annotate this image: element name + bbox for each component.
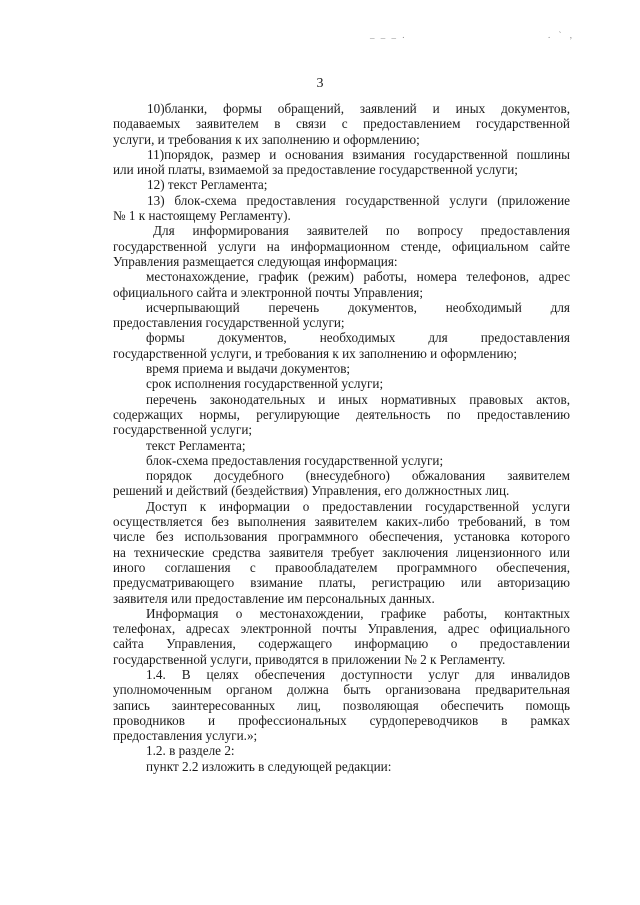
text-line: сайта Управления, содержащего информацию о предоставлении <box>113 636 570 652</box>
text-line: предусматривающего взимание платы, регистрацию или авторизацию <box>113 575 570 591</box>
text-line: время приема и выдачи документов; <box>146 361 351 377</box>
text-line: телефонах, адресах электронной почты Управления, адрес официального <box>113 621 570 637</box>
text-line: уполномоченным органом должна быть организована предварительная <box>113 682 570 698</box>
text-line: 13) блок-схема предоставления государственной услуги (приложение <box>147 192 570 208</box>
text-line: заявителя или предоставление им персональных данных. <box>113 590 435 606</box>
text-line: предоставления услуги.»; <box>113 728 258 744</box>
document-body <box>113 101 570 774</box>
text-line: запись заинтересованных лиц, позволяющая обеспечить помощь <box>113 697 570 713</box>
text-line: предоставления государственной услуги; <box>113 315 345 331</box>
text-line: блок-схема предоставления государственной услуги; <box>146 452 444 468</box>
text-line: Управления размещается следующая информация: <box>113 253 398 269</box>
scan-artifact-mark: _ _ _ . <box>370 30 407 40</box>
text-line: подаваемых заявителем в связи с предоставлением государственной <box>113 116 570 132</box>
text-line: местонахождение, график (режим) работы, номера телефонов, адрес <box>146 269 570 285</box>
text-line: проводников и профессиональных сурдопереводчиков в рамках <box>113 712 570 728</box>
text-line: № 1 к настоящему Регламенту). <box>113 208 291 224</box>
text-line: формы документов, необходимых для предоставления <box>146 330 570 346</box>
text-line: 10)бланки, формы обращений, заявлений и иных документов, <box>147 101 570 116</box>
text-line: 12) текст Регламента; <box>147 177 268 193</box>
text-line: государственной услуги, и требования к их заполнению и оформлению; <box>113 345 518 361</box>
text-line: 1.4. В целях обеспечения доступности услуг для инвалидов <box>146 666 570 682</box>
text-line: срок исполнения государственной услуги; <box>146 376 384 392</box>
text-line: Доступ к информации о предоставлении государственной услуги <box>146 498 570 514</box>
text-line: решений и действий (бездействия) Управления, его должностных лиц. <box>113 483 510 499</box>
text-line: порядок досудебного (внесудебного) обжалования заявителем <box>146 468 570 484</box>
text-line: текст Регламента; <box>146 437 246 453</box>
text-line: перечень законодательных и иных нормативных правовых актов, <box>146 391 570 407</box>
text-line: содержащих нормы, регулирующие деятельность по предоставлению <box>113 406 570 422</box>
text-line: Информация о местонахождении, графике работы, контактных <box>146 605 570 621</box>
text-line: официального сайта и электронной почты Управления; <box>113 284 423 300</box>
text-line: числе без использования программного обеспечения, установка которого <box>113 529 570 545</box>
text-line: осуществляется без выполнения заявителем каких-либо требований, в том <box>113 514 570 530</box>
text-line: Для информирования заявителей по вопросу предоставления <box>153 223 570 239</box>
text-line: 1.2. в разделе 2: <box>146 743 235 759</box>
text-line: исчерпывающий перечень документов, необходимый для <box>146 299 570 315</box>
text-line: или иной платы, взимаемой за предоставление государственной услуги; <box>113 162 518 178</box>
text-line: государственной услуги на информационном стенде, официальном сайте <box>113 238 570 254</box>
text-line: государственной услуги, приводятся в приложении № 2 к Регламенту. <box>113 651 506 667</box>
text-line: услуги, и требования к их заполнению и оформлению; <box>113 131 420 147</box>
text-line: пункт 2.2 изложить в следующей редакции: <box>146 758 392 774</box>
text-line: на технические средства заявителя требует заключения лицензионного или <box>113 544 570 560</box>
text-line: иного соглашения с правообладателем программного обеспечения, <box>113 559 570 575</box>
page-number: 3 <box>316 76 324 91</box>
scan-artifact-mark: . ` , <box>548 30 575 40</box>
text-line: государственной услуги; <box>113 422 253 438</box>
text-line: 11)порядок, размер и основания взимания государственной пошлины <box>147 146 570 162</box>
